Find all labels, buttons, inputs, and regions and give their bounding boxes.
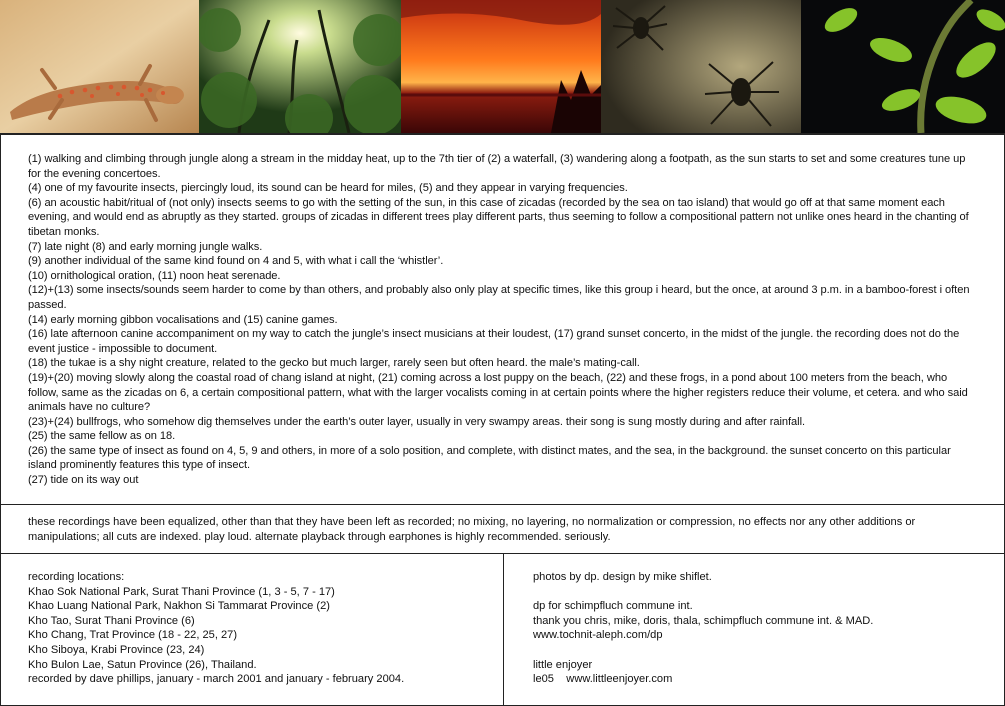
note-18: (18) the tukae is a shy night creature, related to the gecko but much larger, rarely seen but often heard. the male’s mating-call. (28, 357, 640, 370)
jungle-sunlight-photo (199, 0, 401, 133)
note-27: (27) tide on its way out (28, 474, 139, 487)
location-item: Kho Chang, Trat Province (18 - 22, 25, 27) (28, 629, 238, 642)
catalog-and-url: le05 www.littleenjoyer.com (533, 673, 673, 686)
note-16-17: (16) late afternoon canine accompaniment on my way to catch the jungle’s insect musicians at their loudest, (17) grand sunset concerto, in the midst of the jungle. the recording does not do the event justice - impossible to document. (28, 328, 960, 355)
track-notes (28, 152, 978, 488)
recorded-by: recorded by dave phillips, january - march 2001 and january - february 2004. (28, 673, 405, 686)
location-item: Kho Tao, Surat Thani Province (6) (28, 614, 195, 627)
dp-url: www.tochnit-aleph.com/dp (533, 629, 663, 642)
spiders-photo (601, 0, 801, 133)
credits (533, 570, 983, 687)
location-item: Kho Bulon Lae, Satun Province (26), Thailand. (28, 658, 257, 671)
location-item: Khao Sok National Park, Surat Thani Province (1, 3 - 5, 7 - 17) (28, 585, 335, 598)
locations-heading: recording locations: (28, 571, 125, 583)
equalization-note: these recordings have been equalized, other than that they have been left as recorded; no mixing, no layering, no normalization or compression, no effects nor any other additions or manipulations; all cuts are indexed. play loud. alternate playback through earphones is highly recommended. seriously. (28, 516, 916, 543)
note-25: (25) the same fellow as on 18. (28, 430, 176, 443)
thanks-credit: thank you chris, mike, doris, thala, schimpfluch commune int. & MAD. (533, 614, 874, 627)
sunset-photo (401, 0, 601, 133)
note-7-8: (7) late night (8) and early morning jungle walks. (28, 240, 263, 253)
note-10-11: (10) ornithological oration, (11) noon heat serenade. (28, 269, 281, 282)
label-name: little enjoyer (533, 658, 593, 671)
note-19-22: (19)+(20) moving slowly along the coastal road of chang island at night, (21) coming across a lost puppy on the beach, (22) and these frogs, in a pond about 100 meters from the beach, who follow, same as the zicadas on 6, a certain compositional pattern, what with the larger vocalists coming in at certain points where the higher registers reduce their volume, et cetera. and who said animals have no culture? (28, 371, 968, 414)
plant-night-photo (801, 0, 1005, 133)
photos-design-credit: photos by dp. design by mike shiflet. (533, 571, 712, 583)
location-item: Kho Siboya, Krabi Province (23, 24) (28, 643, 205, 656)
note-1-3: (1) walking and climbing through jungle along a stream in the midday heat, up to the 7th tier of (2) a waterfall, (3) wandering along a footpath, as the sun starts to set and some creatures tune up for the evening concertoes. (28, 153, 966, 180)
note-23-24: (23)+(24) bullfrogs, who somehow dig themselves under the earth’s outer layer, usually in very swampy areas. their song is sung mostly during and after rainfall. (28, 415, 806, 428)
note-4-5: (4) one of my favourite insects, piercingly loud, its sound can be heard for miles, (5) and they appear in varying frequencies. (28, 182, 628, 195)
note-12-13: (12)+(13) some insects/sounds seem harder to come by than others, and probably also only play at specific times, like this group i heard, but the once, at around 3 p.m. in a bamboo-forest i often passed. (28, 284, 970, 311)
note-9: (9) another individual of the same kind found on 4 and 5, with what i call the ‘whistler’. (28, 255, 444, 268)
location-item: Khao Luang National Park, Nakhon Si Tammarat Province (2) (28, 600, 330, 613)
note-26: (26) the same type of insect as found on 4, 5, 9 and others, in more of a solo position, and complete, with distinct mates, and the sea, in the background. the sunset concerto on this particular island prominently features this type of insect. (28, 444, 951, 472)
photo-strip (0, 0, 1005, 133)
note-6: (6) an acoustic habit/ritual of (not only) insects seems to go with the setting of the sun, in this case of zicadas (recorded by the sea on tao island) that would go off at that same moment each evening, and would end as abruptly as they started. groups of zicadas in different trees play different parts, thus seeming to follow a compositional pattern not unlike ones heard in the chanting of tibetan monks. (28, 196, 969, 238)
divider-vertical (503, 553, 504, 705)
dp-for-credit: dp for schimpfluch commune int. (533, 600, 693, 613)
divider-top (0, 504, 1005, 505)
recording-locations (28, 570, 493, 687)
gecko-photo (0, 0, 199, 133)
note-14-15: (14) early morning gibbon vocalisations and (15) canine games. (28, 313, 338, 326)
